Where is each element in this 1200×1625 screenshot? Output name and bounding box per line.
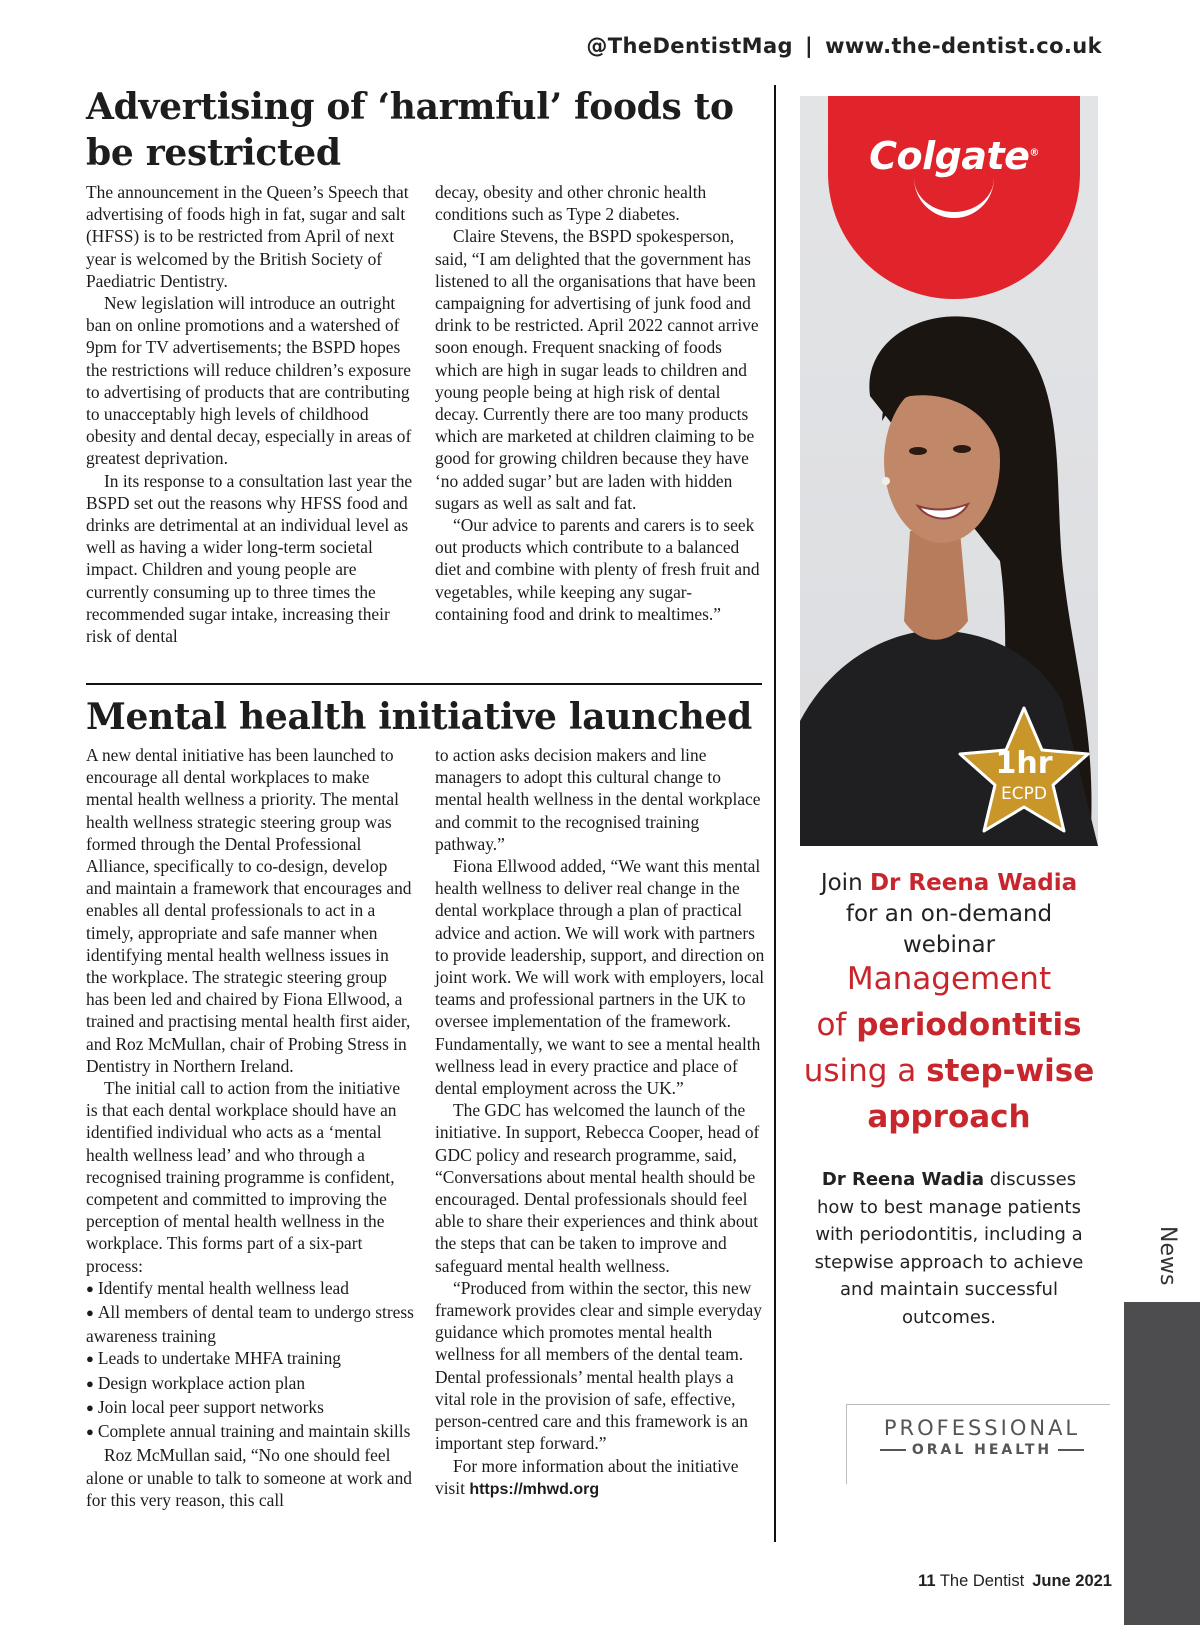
section-label: News [1155, 1226, 1180, 1286]
advert-photo [800, 96, 1098, 846]
issue-date: June 2021 [1032, 1572, 1112, 1590]
colgate-logo-tab [828, 96, 1080, 299]
badge-label: ECPD [1001, 784, 1047, 804]
dash-right [1058, 1449, 1084, 1451]
ecpd-badge [958, 706, 1090, 834]
dash-left [880, 1449, 906, 1451]
initiative-link[interactable]: https://mhwd.org [469, 1480, 600, 1498]
paragraph: The announcement in the Queen’s Speech that advertising of foods high in fat, sugar and salt (HFSS) is to be restricted from April of next year is welcomed by the British Society of Paediatric Dentistry. [86, 182, 409, 291]
page-footer [918, 1572, 1112, 1591]
paragraph: The GDC has welcomed the launch of the initiative. In support, Rebecca Cooper, head of GDC policy and research programme, said, “Conversations about mental health should be encouraged. Dental professionals should feel able to share their experiences and think about the steps that can be taken to improve and safeguard mental health wellness. [435, 1100, 760, 1276]
paragraph: “Produced from within the sector, this new framework provides clear and simple everyday guidance which promotes mental health wellness for all members of the dental team. Dental professionals’ mental health plays a vital role in the provision of safe, effective, person-centred care and this framework is an important step forward.” [435, 1277, 762, 1454]
partner-logo [852, 1416, 1112, 1458]
section-tab [1124, 1302, 1200, 1625]
paragraph: Roz McMullan said, “No one should feel alone or unable to talk to someone at work and for this very reason, this call [86, 1445, 412, 1510]
topic-line-4: approach [867, 1099, 1031, 1135]
column-divider [774, 85, 776, 1542]
partner-line-2-wrap [852, 1442, 1112, 1458]
brand-name: Colgate [869, 134, 1030, 178]
topic-line-2a: of [816, 1007, 847, 1043]
list-item: ● Complete annual training and maintain skills [86, 1420, 414, 1444]
paragraph: decay, obesity and other chronic health conditions such as Type 2 diabetes. [435, 182, 707, 225]
article-divider [86, 683, 762, 685]
smile-icon [914, 172, 994, 218]
more-info [435, 1455, 765, 1501]
list-item: ● Identify mental health wellness lead [86, 1277, 414, 1301]
partner-line-2: ORAL HEALTH [911, 1442, 1053, 1458]
paragraph: In its response to a consultation last year the BSPD set out the reasons why HFSS food and drinks are detrimental at an individual level as well as having a wider long-term societal impact. Children and young people are currently consuming up to three times the recommended sugar intake, increasing their risk of dental [86, 470, 413, 647]
article-title-advertising: Advertising of ‘harmful’ foods to be restricted [86, 86, 734, 174]
join-suffix: for an on-demand webinar [845, 901, 1053, 958]
more-info-text: For more information about the initiative visit [435, 1455, 739, 1498]
description-text: discusses how to best manage patients with periodontitis, including a stepwise approach to achieve and maintain successful outcomes. [814, 1169, 1084, 1328]
colgate-advert[interactable] [800, 96, 1098, 1458]
list-item: ● Leads to undertake MHFA training [86, 1347, 414, 1371]
join-prefix: Join [820, 870, 863, 896]
list-item: ● Design workplace action plan [86, 1372, 414, 1396]
paragraph: New legislation will introduce an outright ban on online promotions and a watershed of 9pm for TV advertisements; the BSPD hopes the restrictions will reduce children’s exposure to advertising of products that are contributing to unacceptably high levels of childhood obesity and dental decay, especially in areas of greatest deprivation. [86, 293, 412, 469]
article2-column-1 [86, 744, 414, 1511]
magazine-name: The Dentist [939, 1572, 1025, 1590]
paragraph: The initial call to action from the initiative is that each dental workplace should have an identified individual who acts as a ‘mental health wellness lead’ and who through a recognised training programme is confident, competent and committed to improving the perception of mental health wellness in the workplace. This forms part of a six-part process: [86, 1078, 401, 1276]
presenter-name: Dr Reena Wadia [869, 870, 1078, 896]
topic-line-2b: periodontitis [856, 1007, 1082, 1043]
list-item: ● Join local peer support networks [86, 1396, 414, 1420]
website-link[interactable]: www.the-dentist.co.uk [825, 34, 1102, 58]
article2-column-2 [435, 744, 765, 1501]
paragraph: “Our advice to parents and carers is to seek out products which contribute to a balanced diet and combine with plenty of fresh fruit and vegetables, while keeping any sugar-containing food and drink to mealtimes.” [435, 515, 760, 624]
paragraph: to action asks decision makers and line managers to adopt this cultural change to mental health wellness in the dental workplace and commit to the recognised training pathway.” [435, 745, 761, 854]
masthead [586, 34, 1102, 58]
article-title-mental-health: Mental health initiative launched [86, 696, 752, 738]
list-item: ● All members of dental team to undergo stress awareness training [86, 1301, 414, 1347]
topic-line-1: Management [846, 961, 1052, 997]
badge-hours: 1hr [995, 746, 1053, 781]
article1-column-2 [435, 181, 765, 625]
page-number: 11 [918, 1572, 936, 1590]
advert-join-line [800, 868, 1098, 961]
twitter-handle: @TheDentistMag [586, 34, 793, 58]
paragraph: Claire Stevens, the BSPD spokesperson, said, “I am delighted that the government has listened to all the organisations that have been campaigning for advertising of junk food and drink to be restricted. April 2022 cannot arrive soon enough. Frequent snacking of foods which are high in sugar leads to children and young people being at high risk of dental decay. Currently there are too many products which are marketed at children claiming to be good for growing children because they have ‘no added sugar’ but are laden with hidden sugars as well as salt and fat. [435, 226, 759, 513]
webinar-description [800, 1166, 1098, 1331]
description-name: Dr Reena Wadia [821, 1169, 985, 1190]
registered-mark: ® [1029, 147, 1039, 159]
webinar-title [800, 956, 1098, 1140]
paragraph: Fiona Ellwood added, “We want this mental health wellness to deliver real change in the dental workplace through a plan of practical advice and action. We will work with partners to provide leadership, support, and direction on joint work. We will work with employers, local teams and professional partners in the UK to oversee implementation of the framework. Fundamentally, we want to see a mental health wellness lead in every practice and place of dental employment across the UK.” [435, 856, 765, 1099]
partner-line-1: PROFESSIONAL [883, 1416, 1081, 1440]
paragraph: A new dental initiative has been launched to encourage all dental workplaces to make mental health wellness a priority. The mental health wellness strategic steering group was formed through the Dental Professional Alliance, specifically to co-design, develop and maintain a framework that encourages and enables all dental professionals to act in a timely, appropriate and safe manner when identifying mental health wellness issues in the workplace. The strategic steering group has been led and chaired by Fiona Ellwood, a trained and practising mental health first aider, and Roz McMullan, chair of Probing Stress in Dentistry in Northern Ireland. [86, 745, 412, 1076]
topic-line-3b: step-wise [926, 1053, 1095, 1089]
topic-line-3a: using a [803, 1053, 917, 1089]
article1-column-1 [86, 181, 414, 647]
masthead-separator: | [804, 34, 814, 58]
